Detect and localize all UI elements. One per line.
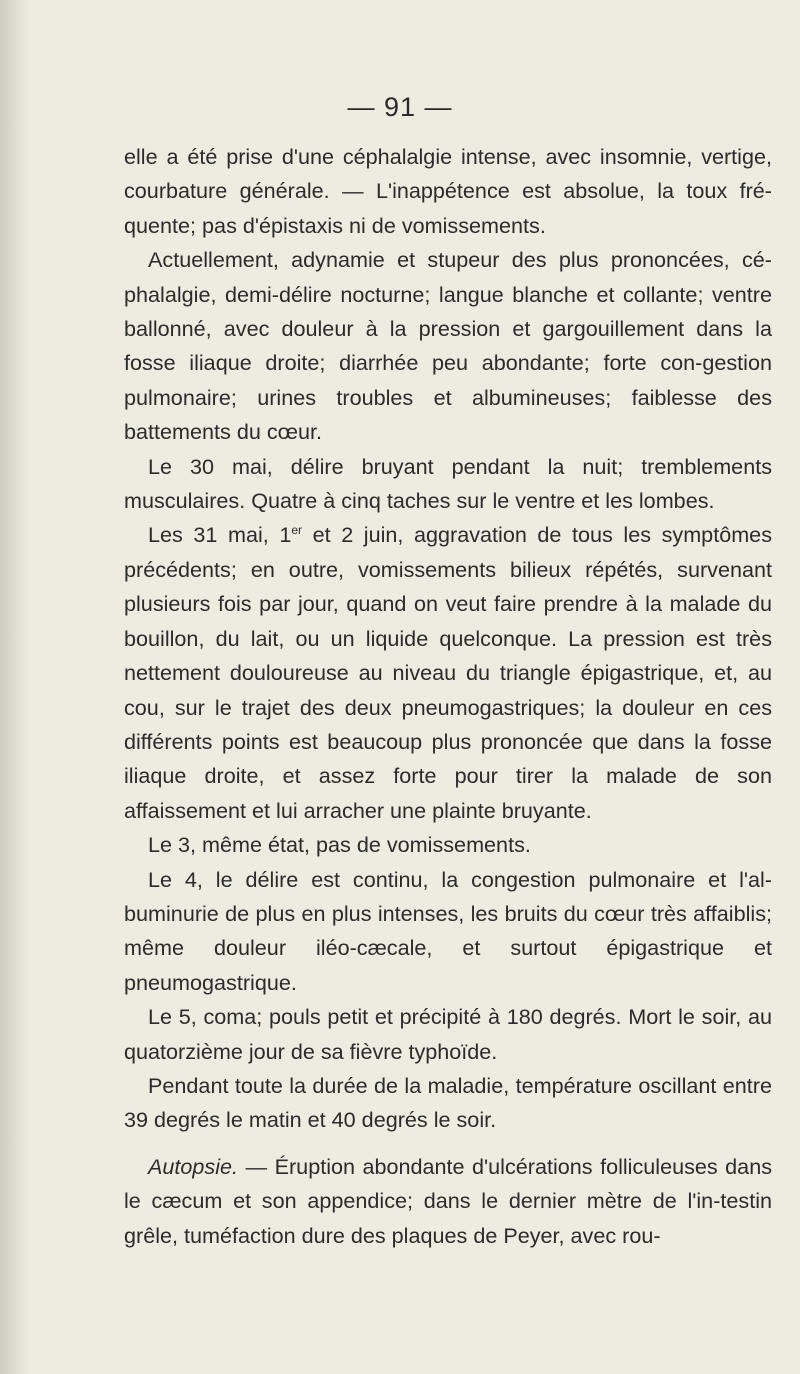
paragraph-5: Le 3, même état, pas de vomissements. bbox=[148, 832, 531, 858]
paragraph-2: Actuellement, adynamie et stupeur des plus prononcées, cé-phalalgie, demi-délire nocturne; langue blanche et collante; ventre ballonné, avec douleur à la pression et gargouillement dans la fosse iliaque droite; diarrhée peu abondante; forte con-gestion pulmonaire; urines troubles et albumineuses; faiblesse des battements du cœur. bbox=[124, 247, 772, 445]
paragraph-4 bbox=[124, 518, 772, 828]
page-number: — 91 — bbox=[347, 92, 453, 122]
paragraph-1: elle a été prise d'une céphalalgie intense, avec insomnie, vertige, courbature générale. — L'inappétence est absolue, la toux fré-quente; pas d'épistaxis ni de vomissements. bbox=[124, 144, 772, 238]
paragraph-4-start: Les 31 mai, 1 bbox=[148, 522, 292, 548]
paragraph-4-rest: et 2 juin, aggravation de tous les symptômes précédents; en outre, vomissements bilieux répétés, survenant plusieurs fois par jour, quand on veut faire prendre à la malade du bouillon, du lait, ou un liquide quelconque. La pression est très nettement douloureuse au niveau du triangle épigastrique, et, au cou, sur le trajet des deux pneumogastriques; la douleur en ces différents points est beaucoup plus prononcée que dans la fosse iliaque droite, et assez forte pour tirer la malade de son affaissement et lui arracher une plainte bruyante. bbox=[124, 522, 772, 823]
body-text bbox=[124, 140, 772, 1253]
page-edge-shadow bbox=[0, 0, 30, 1374]
paragraph-3: Le 30 mai, délire bruyant pendant la nuit; tremblements musculaires. Quatre à cinq taches sur le ventre et les lombes. bbox=[124, 453, 772, 514]
paragraph-8: Pendant toute la durée de la maladie, température oscillant entre 39 degrés le matin et 40 degrés le soir. bbox=[124, 1072, 772, 1133]
paragraph-6: Le 4, le délire est continu, la congestion pulmonaire et l'al-buminurie de plus en plus intenses, les bruits du cœur très affaiblis; même douleur iléo-cæcale, et surtout épigastrique et pneumogastrique. bbox=[124, 866, 772, 995]
paragraph-7: Le 5, coma; pouls petit et précipité à 180 degrés. Mort le soir, au quatorzième jour de sa fièvre typhoïde. bbox=[124, 1004, 772, 1064]
autopsie-text: — Éruption abondante d'ulcérations folliculeuses dans le cæcum et son appendice; dans le dernier mètre de l'in-testin grêle, tuméfaction dure des plaques de Peyer, avec rou- bbox=[124, 1153, 772, 1248]
ordinal-superscript: er bbox=[291, 523, 303, 538]
paragraph-autopsie bbox=[124, 1150, 772, 1253]
autopsie-label: Autopsie. bbox=[148, 1153, 239, 1179]
